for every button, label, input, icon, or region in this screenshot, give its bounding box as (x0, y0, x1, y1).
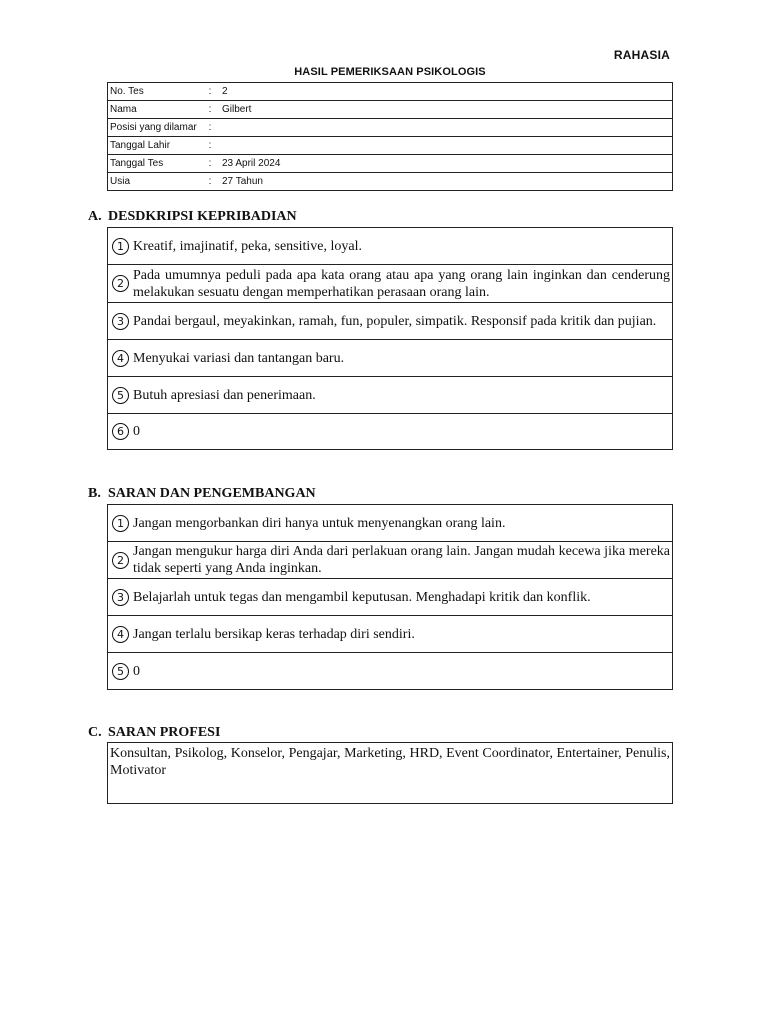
list-item (108, 340, 672, 377)
list-item (108, 616, 672, 653)
circled-number: 2 (112, 275, 129, 292)
identity-row-test-number (108, 83, 673, 101)
birth-date-label: Tanggal Lahir (108, 137, 205, 155)
profession-suggestions: Konsultan, Psikolog, Konselor, Pengajar, Marketing, HRD, Event Coordinator, Entertainer, Penulis, Motivator (107, 742, 673, 804)
list-item (108, 265, 672, 303)
identity-table (107, 82, 673, 191)
identity-row-age (108, 173, 673, 191)
separator-colon: : (204, 137, 216, 155)
position-label-text: Posisi yang dilamar (110, 122, 197, 133)
identity-row-position (108, 119, 673, 137)
circled-number: 5 (112, 663, 129, 680)
section-a-title: DESDKRIPSI KEPRIBADIAN (108, 209, 297, 224)
birth-date-value (216, 137, 673, 155)
development-list (107, 504, 673, 690)
test-number-label: No. Tes (108, 83, 205, 101)
list-item (108, 303, 672, 340)
separator-colon: : (204, 173, 216, 191)
section-a-letter: A. (88, 209, 102, 224)
list-item-text: Jangan terlalu bersikap keras terhadap diri sendiri. (133, 626, 415, 642)
circled-number: 2 (112, 552, 129, 569)
circled-number: 4 (112, 350, 129, 367)
section-a-heading (88, 209, 297, 225)
name-label: Nama (108, 101, 205, 119)
test-number-value: 2 (216, 83, 673, 101)
separator-colon: : (204, 119, 216, 137)
section-c-title: SARAN PROFESI (108, 725, 221, 740)
identity-row-test-date (108, 155, 673, 173)
list-item (108, 505, 672, 542)
list-item-text: Kreatif, imajinatif, peka, sensitive, loyal. (133, 238, 362, 254)
identity-row-birth-date (108, 137, 673, 155)
list-item-text: 0 (133, 663, 140, 679)
circled-number: 3 (112, 589, 129, 606)
confidential-label: RAHASIA (613, 48, 670, 62)
circled-number: 5 (112, 387, 129, 404)
list-item-text: Pandai bergaul, meyakinkan, ramah, fun, populer, simpatik. Responsif pada kritik dan pujian. (133, 313, 657, 329)
document-title: HASIL PEMERIKSAAN PSIKOLOGIS (294, 66, 486, 78)
list-item (108, 377, 672, 414)
circled-number: 3 (112, 313, 129, 330)
identity-row-name (108, 101, 673, 119)
list-item-text: Belajarlah untuk tegas dan mengambil keputusan. Menghadapi kritik dan konflik. (133, 589, 591, 605)
list-item-text: Pada umumnya peduli pada apa kata orang atau apa yang orang lain inginkan dan cenderung melakukan sesuatu dengan memperhatikan perasaan orang lain. (133, 267, 670, 300)
test-date-label: Tanggal Tes (108, 155, 205, 173)
position-label (108, 119, 205, 137)
circled-number: 1 (112, 515, 129, 532)
section-c-letter: C. (88, 725, 102, 740)
personality-list (107, 227, 673, 450)
position-value (216, 119, 673, 137)
separator-colon: : (204, 155, 216, 173)
name-value: Gilbert (216, 101, 673, 119)
list-item-text: Butuh apresiasi dan penerimaan. (133, 387, 316, 403)
list-item-text: 0 (133, 424, 140, 439)
age-value: 27 Tahun (216, 173, 673, 191)
list-item (108, 579, 672, 616)
section-b-title: SARAN DAN PENGEMBANGAN (108, 486, 316, 501)
list-item-text: Jangan mengorbankan diri hanya untuk menyenangkan orang lain. (133, 515, 506, 531)
list-item (108, 414, 672, 449)
section-b-heading (88, 486, 316, 502)
separator-colon: : (204, 83, 216, 101)
list-item (108, 542, 672, 579)
section-b-letter: B. (88, 486, 101, 501)
circled-number: 1 (112, 238, 129, 255)
list-item (108, 653, 672, 689)
circled-number: 4 (112, 626, 129, 643)
circled-number: 6 (112, 423, 129, 440)
test-date-value: 23 April 2024 (216, 155, 673, 173)
age-label: Usia (108, 173, 205, 191)
section-c-heading (88, 725, 220, 741)
list-item-text: Jangan mengukur harga diri Anda dari perlakuan orang lain. Jangan mudah kecewa jika mereka tidak seperti yang Anda inginkan. (133, 544, 670, 576)
list-item-text: Menyukai variasi dan tantangan baru. (133, 350, 345, 366)
separator-colon: : (204, 101, 216, 119)
list-item (108, 228, 672, 265)
